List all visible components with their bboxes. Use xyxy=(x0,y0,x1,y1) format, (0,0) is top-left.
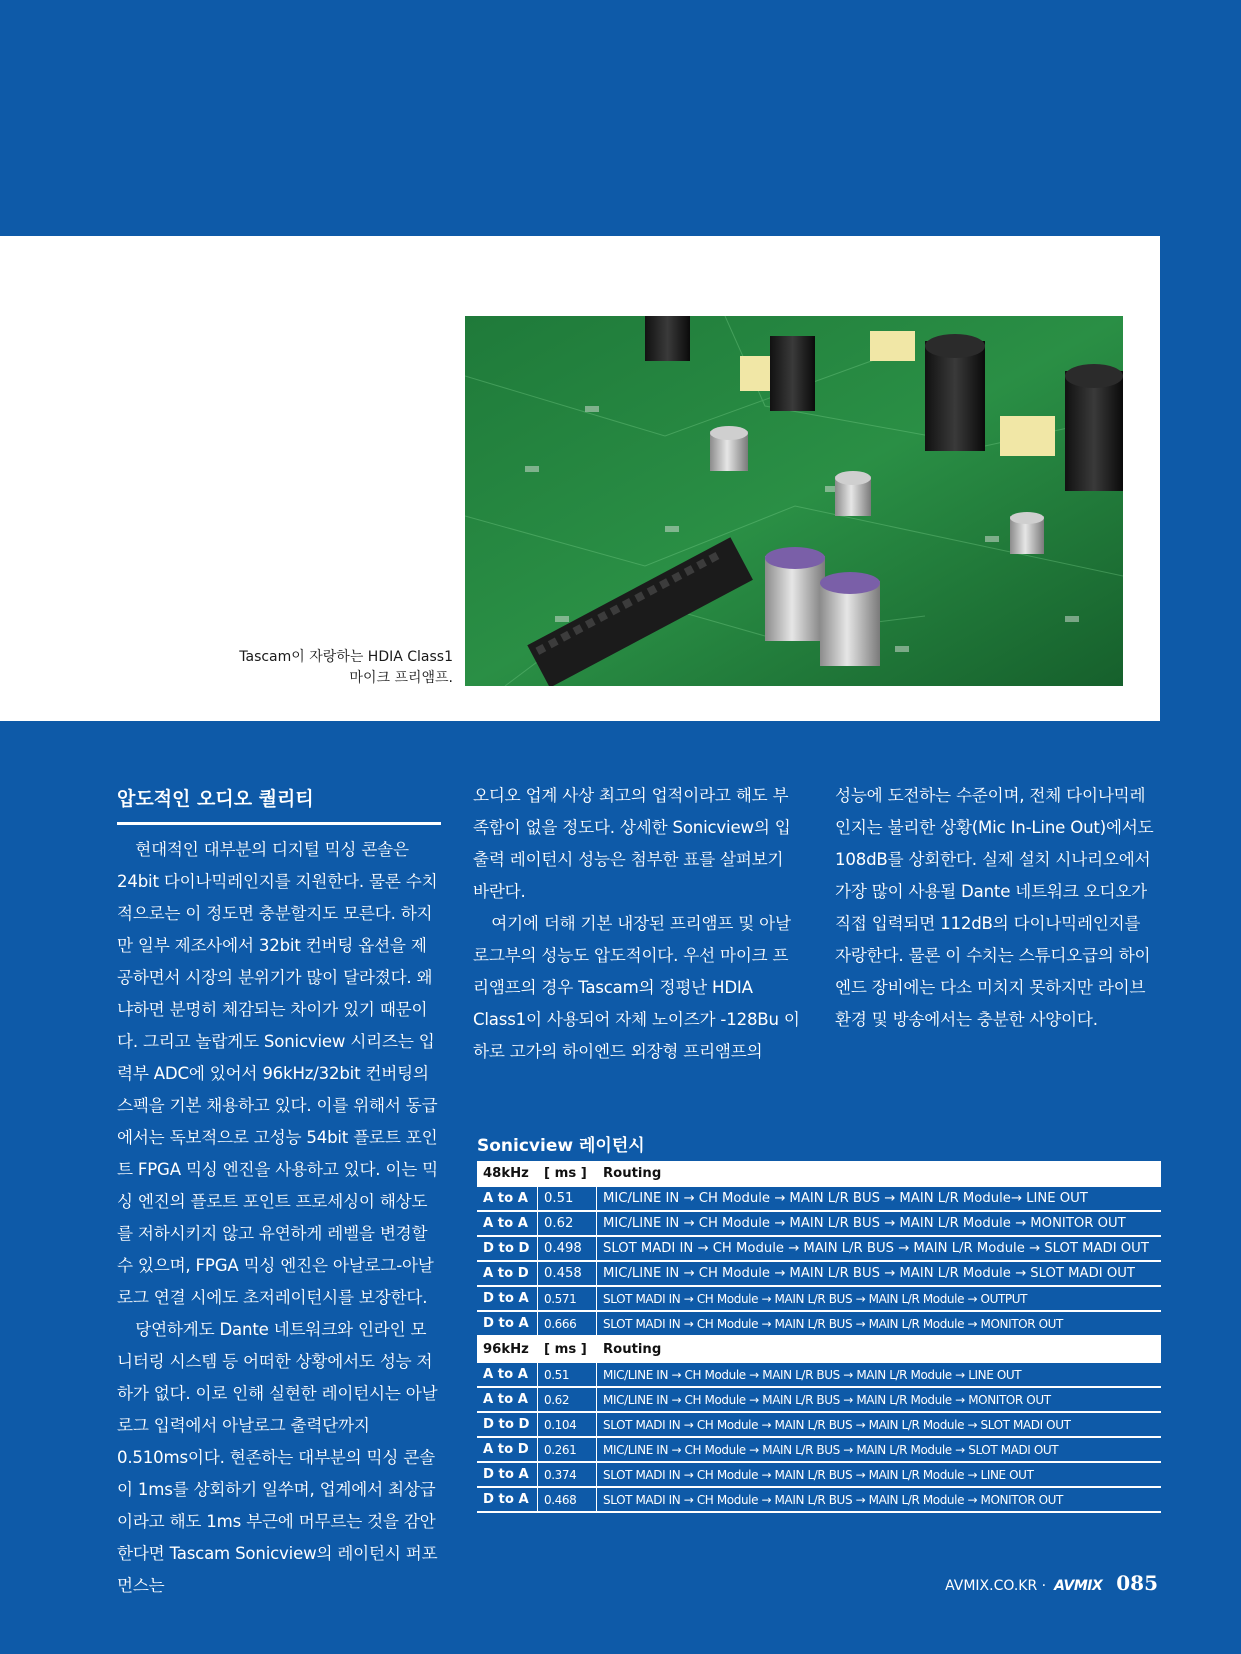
table-row xyxy=(477,1362,1161,1387)
path-cell: A to D xyxy=(477,1261,538,1286)
table-row xyxy=(477,1236,1161,1261)
caption-line-2: 마이크 프리앰프. xyxy=(349,670,453,686)
path-cell: D to A xyxy=(477,1487,538,1512)
routing-cell: MIC/LINE IN → CH Module → MAIN L/R BUS → MAIN L/R Module → SLOT MADI OUT xyxy=(597,1261,1162,1286)
routing-cell: SLOT MADI IN → CH Module → MAIN L/R BUS → MAIN L/R Module → LINE OUT xyxy=(597,1462,1162,1487)
path-cell: D to A xyxy=(477,1462,538,1487)
routing-cell: MIC/LINE IN → CH Module → MAIN L/R BUS → MAIN L/R Module → LINE OUT xyxy=(597,1362,1162,1387)
table-row xyxy=(477,1437,1161,1462)
table-header-row xyxy=(477,1161,1161,1186)
ms-cell: 0.62 xyxy=(538,1211,597,1236)
table-title: Sonicview 레이턴시 xyxy=(477,1136,645,1156)
routing-cell: MIC/LINE IN → CH Module → MAIN L/R BUS → MAIN L/R Module→ LINE OUT xyxy=(597,1186,1162,1211)
routing-header: Routing xyxy=(597,1336,1162,1362)
routing-header: Routing xyxy=(597,1161,1162,1186)
ms-cell: 0.104 xyxy=(538,1412,597,1437)
ms-cell: 0.51 xyxy=(538,1186,597,1211)
path-cell: A to A xyxy=(477,1362,538,1387)
paragraph: 현대적인 대부분의 디지털 믹싱 콘솔은 24bit 다이나믹레인지를 지원한다. 물론 수치적으로는 이 정도면 충분할지도 모른다. 하지만 일부 제조사에서 32bit 컨버팅 옵션을 제공하면서 시장의 분위기가 많이 달라졌다. 왜냐하면 분명히 체감되는 차이가 있기 때문이다. 그리고 놀랍게도 Sonicview 시리즈는 입력부 ADC에 있어서 96kHz/32bit 컨버팅의 스펙을 기본 채용하고 있다. 이를 위해서 동급에서는 독보적으로 고성능 54bit 플로트 포인트 FPGA 믹싱 엔진을 사용하고 있다. 이는 믹싱 엔진의 플로트 포인트 프로세싱이 해상도를 저하시키지 않고 유연하게 레벨을 변경할 수 있으며, FPGA 믹싱 엔진은 아날로그-아날로그 연결 시에도 초저레이턴시를 보장한다. xyxy=(117,840,439,1307)
magazine-logo: AVMIX xyxy=(1054,1578,1103,1594)
circuit-board-photo xyxy=(465,316,1123,686)
routing-cell: SLOT MADI IN → CH Module → MAIN L/R BUS → MAIN L/R Module → OUTPUT xyxy=(597,1286,1162,1311)
ms-cell: 0.468 xyxy=(538,1487,597,1512)
page-number: 085 xyxy=(1116,1571,1158,1595)
table-row xyxy=(477,1487,1161,1512)
rate-header: 96kHz xyxy=(477,1336,538,1362)
column-2 xyxy=(473,780,801,1068)
column-3 xyxy=(835,780,1160,1036)
column-1 xyxy=(117,834,441,1602)
ms-cell: 0.498 xyxy=(538,1236,597,1261)
table-row xyxy=(477,1286,1161,1311)
paragraph: 오디오 업계 사상 최고의 업적이라고 해도 부족함이 없을 정도다. 상세한 Sonicview의 입출력 레이턴시 성능은 첨부한 표를 살펴보기 바란다. xyxy=(473,786,791,901)
table-row xyxy=(477,1211,1161,1236)
latency-table xyxy=(477,1161,1161,1513)
table-row xyxy=(477,1261,1161,1286)
ms-cell: 0.374 xyxy=(538,1462,597,1487)
path-cell: D to A xyxy=(477,1286,538,1311)
routing-cell: SLOT MADI IN → CH Module → MAIN L/R BUS → MAIN L/R Module → MONITOR OUT xyxy=(597,1487,1162,1512)
routing-cell: MIC/LINE IN → CH Module → MAIN L/R BUS → MAIN L/R Module → MONITOR OUT xyxy=(597,1211,1162,1236)
paragraph: 성능에 도전하는 수준이며, 전체 다이나믹레인지는 불리한 상황(Mic In-Line Out)에서도 108dB를 상회한다. 실제 설치 시나리오에서 가장 많이 사용될 Dante 네트워크 오디오가 직접 입력되면 112dB의 다이나믹레인지를 자랑한다. 물론 이 수치는 스튜디오급의 하이엔드 장비에는 다소 미치지 못하지만 라이브 환경 및 방송에서는 충분한 사양이다. xyxy=(835,786,1154,1029)
table-header-row xyxy=(477,1336,1161,1362)
photo-caption xyxy=(153,647,453,689)
path-cell: A to A xyxy=(477,1186,538,1211)
ms-cell: 0.571 xyxy=(538,1286,597,1311)
routing-cell: SLOT MADI IN → CH Module → MAIN L/R BUS → MAIN L/R Module → SLOT MADI OUT xyxy=(597,1236,1162,1261)
routing-cell: MIC/LINE IN → CH Module → MAIN L/R BUS → MAIN L/R Module → MONITOR OUT xyxy=(597,1387,1162,1412)
path-cell: D to D xyxy=(477,1236,538,1261)
path-cell: A to D xyxy=(477,1437,538,1462)
path-cell: D to A xyxy=(477,1311,538,1336)
routing-cell: MIC/LINE IN → CH Module → MAIN L/R BUS → MAIN L/R Module → SLOT MADI OUT xyxy=(597,1437,1162,1462)
caption-line-1: Tascam이 자랑하는 HDIA Class1 xyxy=(239,649,453,665)
path-cell: A to A xyxy=(477,1211,538,1236)
table-row xyxy=(477,1462,1161,1487)
table-row xyxy=(477,1412,1161,1437)
table-row xyxy=(477,1387,1161,1412)
section-title: 압도적인 오디오 퀄리티 xyxy=(117,782,441,825)
routing-cell: SLOT MADI IN → CH Module → MAIN L/R BUS → MAIN L/R Module → MONITOR OUT xyxy=(597,1311,1162,1336)
rate-header: 48kHz xyxy=(477,1161,538,1186)
ms-cell: 0.62 xyxy=(538,1387,597,1412)
ms-cell: 0.458 xyxy=(538,1261,597,1286)
page-footer xyxy=(945,1571,1158,1595)
ms-header: [ ms ] xyxy=(538,1336,597,1362)
path-cell: A to A xyxy=(477,1387,538,1412)
table-row xyxy=(477,1311,1161,1336)
ms-cell: 0.666 xyxy=(538,1311,597,1336)
ms-header: [ ms ] xyxy=(538,1161,597,1186)
paragraph: 여기에 더해 기본 내장된 프리앰프 및 아날로그부의 성능도 압도적이다. 우선 마이크 프리앰프의 경우 Tascam의 정평난 HDIA Class1이 사용되어 자체 노이즈가 -128Bu 이하로 고가의 하이엔드 외장형 프리앰프의 xyxy=(473,914,800,1061)
routing-cell: SLOT MADI IN → CH Module → MAIN L/R BUS → MAIN L/R Module → SLOT MADI OUT xyxy=(597,1412,1162,1437)
path-cell: D to D xyxy=(477,1412,538,1437)
site-url: AVMIX.CO.KR · xyxy=(945,1578,1047,1594)
table-row xyxy=(477,1186,1161,1211)
ms-cell: 0.51 xyxy=(538,1362,597,1387)
paragraph: 당연하게도 Dante 네트워크와 인라인 모니터링 시스템 등 어떠한 상황에서도 성능 저하가 없다. 이로 인해 실현한 레이턴시는 아날로그 입력에서 아날로그 출력단까지 0.510ms이다. 현존하는 대부분의 믹싱 콘솔이 1ms를 상회하기 일쑤며, 업계에서 최상급이라고 해도 1ms 부근에 머무르는 것을 감안한다면 Tascam Sonicview의 레이턴시 퍼포먼스는 xyxy=(117,1320,438,1595)
ms-cell: 0.261 xyxy=(538,1437,597,1462)
